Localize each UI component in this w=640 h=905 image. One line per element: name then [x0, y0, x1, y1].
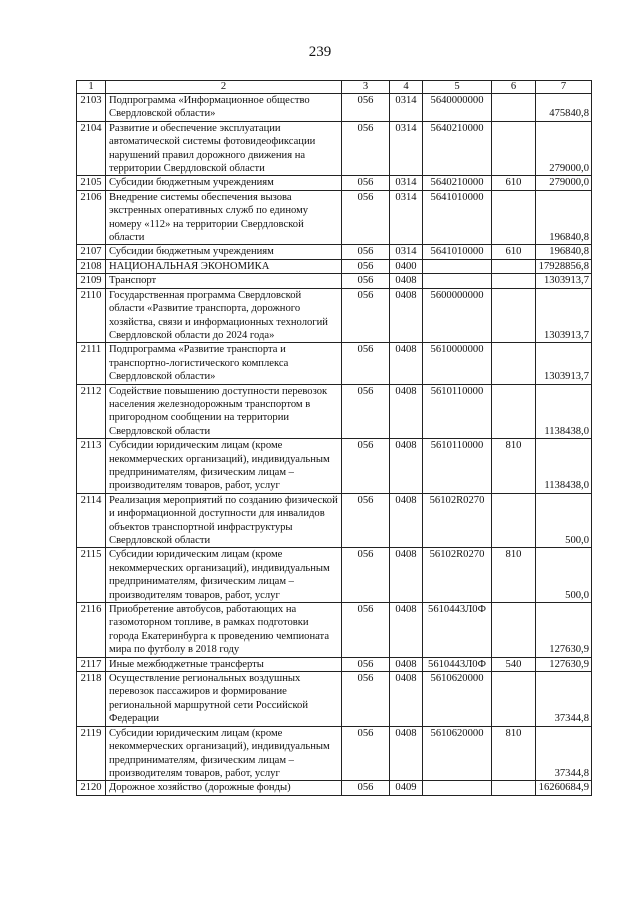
table-row	[77, 672, 592, 727]
row-code-5: 5600000000	[423, 288, 492, 343]
row-amount: 1138438,0	[536, 439, 592, 494]
row-code-5: 5640210000	[423, 176, 492, 190]
row-code-4: 0408	[390, 343, 423, 384]
table-row	[77, 603, 592, 658]
row-amount: 475840,8	[536, 94, 592, 122]
row-amount: 196840,8	[536, 245, 592, 259]
row-name: Реализация мероприятий по созданию физической и информационной доступности для инвалидов объектов транспортной инфраструктуры Свердловской области	[106, 493, 342, 548]
row-amount: 279000,0	[536, 176, 592, 190]
row-code-6: 810	[492, 726, 536, 781]
row-code-6: 540	[492, 657, 536, 671]
row-code-3: 056	[342, 493, 390, 548]
row-code-4: 0408	[390, 548, 423, 603]
row-amount: 16260684,9	[536, 781, 592, 795]
row-code-4: 0314	[390, 121, 423, 176]
row-code-6: 610	[492, 176, 536, 190]
row-number: 2105	[77, 176, 106, 190]
column-header-5: 5	[423, 81, 492, 94]
row-code-5: 5610443Л0Ф	[423, 603, 492, 658]
row-number: 2107	[77, 245, 106, 259]
row-code-5: 5610110000	[423, 384, 492, 439]
row-name: Внедрение системы обеспечения вызова экстренных оперативных служб по единому номеру «112» на территории Свердловской области	[106, 190, 342, 245]
table-row	[77, 493, 592, 548]
column-header-2: 2	[106, 81, 342, 94]
row-number: 2114	[77, 493, 106, 548]
row-name: Развитие и обеспечение эксплуатации автоматической системы фотовидеофиксации нарушений правил дорожного движения на территории Свердловской области	[106, 121, 342, 176]
row-code-3: 056	[342, 603, 390, 658]
row-code-5: 56102R0270	[423, 548, 492, 603]
row-code-6	[492, 493, 536, 548]
row-code-3: 056	[342, 439, 390, 494]
row-number: 2108	[77, 259, 106, 273]
row-code-6	[492, 288, 536, 343]
row-code-5: 5640000000	[423, 94, 492, 122]
row-amount: 500,0	[536, 548, 592, 603]
row-name: Осуществление региональных воздушных перевозок пассажиров и формирование региональной маршрутной сети Российской Федерации	[106, 672, 342, 727]
row-code-5: 5641010000	[423, 245, 492, 259]
row-name: Субсидии юридическим лицам (кроме некоммерческих организаций), индивидуальным предпринимателям, физическим лицам – производителям товаров, работ, услуг	[106, 439, 342, 494]
row-code-6: 610	[492, 245, 536, 259]
row-code-4: 0408	[390, 493, 423, 548]
table-row	[77, 657, 592, 671]
row-name: Транспорт	[106, 274, 342, 288]
row-name: Государственная программа Свердловской области «Развитие транспорта, дорожного хозяйства, связи и информационных технологий Свердловской области до 2024 года»	[106, 288, 342, 343]
row-amount: 1303913,7	[536, 343, 592, 384]
row-code-4: 0409	[390, 781, 423, 795]
row-code-6	[492, 384, 536, 439]
row-name: Приобретение автобусов, работающих на газомоторном топливе, в рамках подготовки города Екатеринбурга к проведению чемпионата мира по футболу в 2018 году	[106, 603, 342, 658]
row-amount: 37344,8	[536, 672, 592, 727]
table-row	[77, 384, 592, 439]
row-amount: 196840,8	[536, 190, 592, 245]
row-code-3: 056	[342, 121, 390, 176]
row-amount: 1138438,0	[536, 384, 592, 439]
row-number: 2116	[77, 603, 106, 658]
table-row	[77, 439, 592, 494]
row-number: 2111	[77, 343, 106, 384]
row-code-3: 056	[342, 672, 390, 727]
row-code-5: 5641010000	[423, 190, 492, 245]
table-row	[77, 288, 592, 343]
row-amount: 1303913,7	[536, 274, 592, 288]
row-amount: 500,0	[536, 493, 592, 548]
row-code-4: 0408	[390, 288, 423, 343]
row-code-5	[423, 781, 492, 795]
row-code-3: 056	[342, 657, 390, 671]
table-row	[77, 259, 592, 273]
row-number: 2103	[77, 94, 106, 122]
row-code-6	[492, 781, 536, 795]
row-code-4: 0314	[390, 94, 423, 122]
row-number: 2113	[77, 439, 106, 494]
row-code-6: 810	[492, 548, 536, 603]
row-name: Субсидии юридическим лицам (кроме некоммерческих организаций), индивидуальным предпринимателям, физическим лицам – производителям товаров, работ, услуг	[106, 548, 342, 603]
table-row	[77, 274, 592, 288]
row-code-5: 5610443Л0Ф	[423, 657, 492, 671]
row-number: 2112	[77, 384, 106, 439]
table-body	[77, 94, 592, 796]
row-code-5	[423, 259, 492, 273]
row-code-5: 56102R0270	[423, 493, 492, 548]
table-row	[77, 190, 592, 245]
row-code-3: 056	[342, 384, 390, 439]
row-name: Подпрограмма «Развитие транспорта и транспортно-логистического комплекса Свердловской области»	[106, 343, 342, 384]
row-number: 2109	[77, 274, 106, 288]
row-amount: 37344,8	[536, 726, 592, 781]
row-number: 2119	[77, 726, 106, 781]
row-code-4: 0408	[390, 439, 423, 494]
row-code-5: 5610620000	[423, 672, 492, 727]
column-header-7: 7	[536, 81, 592, 94]
row-amount: 127630,9	[536, 657, 592, 671]
row-number: 2104	[77, 121, 106, 176]
row-number: 2120	[77, 781, 106, 795]
row-code-6: 810	[492, 439, 536, 494]
row-code-3: 056	[342, 245, 390, 259]
row-number: 2115	[77, 548, 106, 603]
table-row	[77, 176, 592, 190]
row-name: Содействие повышению доступности перевозок населения железнодорожным транспортом в пригородном сообщении на территории Свердловской области	[106, 384, 342, 439]
row-code-4: 0314	[390, 176, 423, 190]
row-code-3: 056	[342, 726, 390, 781]
row-number: 2118	[77, 672, 106, 727]
row-code-4: 0314	[390, 245, 423, 259]
row-name: Субсидии юридическим лицам (кроме некоммерческих организаций), индивидуальным предпринимателям, физическим лицам – производителям товаров, работ, услуг	[106, 726, 342, 781]
row-amount: 279000,0	[536, 121, 592, 176]
table-row	[77, 343, 592, 384]
row-code-5: 5610000000	[423, 343, 492, 384]
row-code-5	[423, 274, 492, 288]
row-code-6	[492, 121, 536, 176]
row-code-4: 0314	[390, 190, 423, 245]
column-header-4: 4	[390, 81, 423, 94]
table-row	[77, 245, 592, 259]
row-code-6	[492, 672, 536, 727]
row-name: НАЦИОНАЛЬНАЯ ЭКОНОМИКА	[106, 259, 342, 273]
row-code-3: 056	[342, 288, 390, 343]
row-code-3: 056	[342, 781, 390, 795]
row-name: Подпрограмма «Информационное общество Свердловской области»	[106, 94, 342, 122]
row-amount: 1303913,7	[536, 288, 592, 343]
row-name: Дорожное хозяйство (дорожные фонды)	[106, 781, 342, 795]
row-code-5: 5610620000	[423, 726, 492, 781]
row-code-6	[492, 274, 536, 288]
table-row	[77, 726, 592, 781]
row-code-5: 5610110000	[423, 439, 492, 494]
row-code-4: 0408	[390, 657, 423, 671]
table-row	[77, 781, 592, 795]
budget-table	[76, 80, 592, 796]
header-row	[77, 81, 592, 94]
row-code-6	[492, 190, 536, 245]
row-code-3: 056	[342, 190, 390, 245]
row-code-4: 0408	[390, 726, 423, 781]
row-code-3: 056	[342, 343, 390, 384]
column-header-1: 1	[77, 81, 106, 94]
row-name: Субсидии бюджетным учреждениям	[106, 245, 342, 259]
row-code-4: 0400	[390, 259, 423, 273]
row-code-3: 056	[342, 94, 390, 122]
row-code-6	[492, 259, 536, 273]
row-code-6	[492, 94, 536, 122]
column-header-3: 3	[342, 81, 390, 94]
row-name: Субсидии бюджетным учреждениям	[106, 176, 342, 190]
row-code-4: 0408	[390, 672, 423, 727]
column-header-6: 6	[492, 81, 536, 94]
row-number: 2106	[77, 190, 106, 245]
row-code-3: 056	[342, 259, 390, 273]
table-row	[77, 548, 592, 603]
row-amount: 17928856,8	[536, 259, 592, 273]
row-number: 2110	[77, 288, 106, 343]
row-code-4: 0408	[390, 274, 423, 288]
row-number: 2117	[77, 657, 106, 671]
row-code-5: 5640210000	[423, 121, 492, 176]
page-number: 239	[308, 44, 332, 60]
row-code-4: 0408	[390, 603, 423, 658]
table-row	[77, 121, 592, 176]
table-row	[77, 94, 592, 122]
row-name: Иные межбюджетные трансферты	[106, 657, 342, 671]
row-code-4: 0408	[390, 384, 423, 439]
row-amount: 127630,9	[536, 603, 592, 658]
row-code-6	[492, 343, 536, 384]
row-code-3: 056	[342, 274, 390, 288]
row-code-3: 056	[342, 548, 390, 603]
row-code-3: 056	[342, 176, 390, 190]
row-code-6	[492, 603, 536, 658]
